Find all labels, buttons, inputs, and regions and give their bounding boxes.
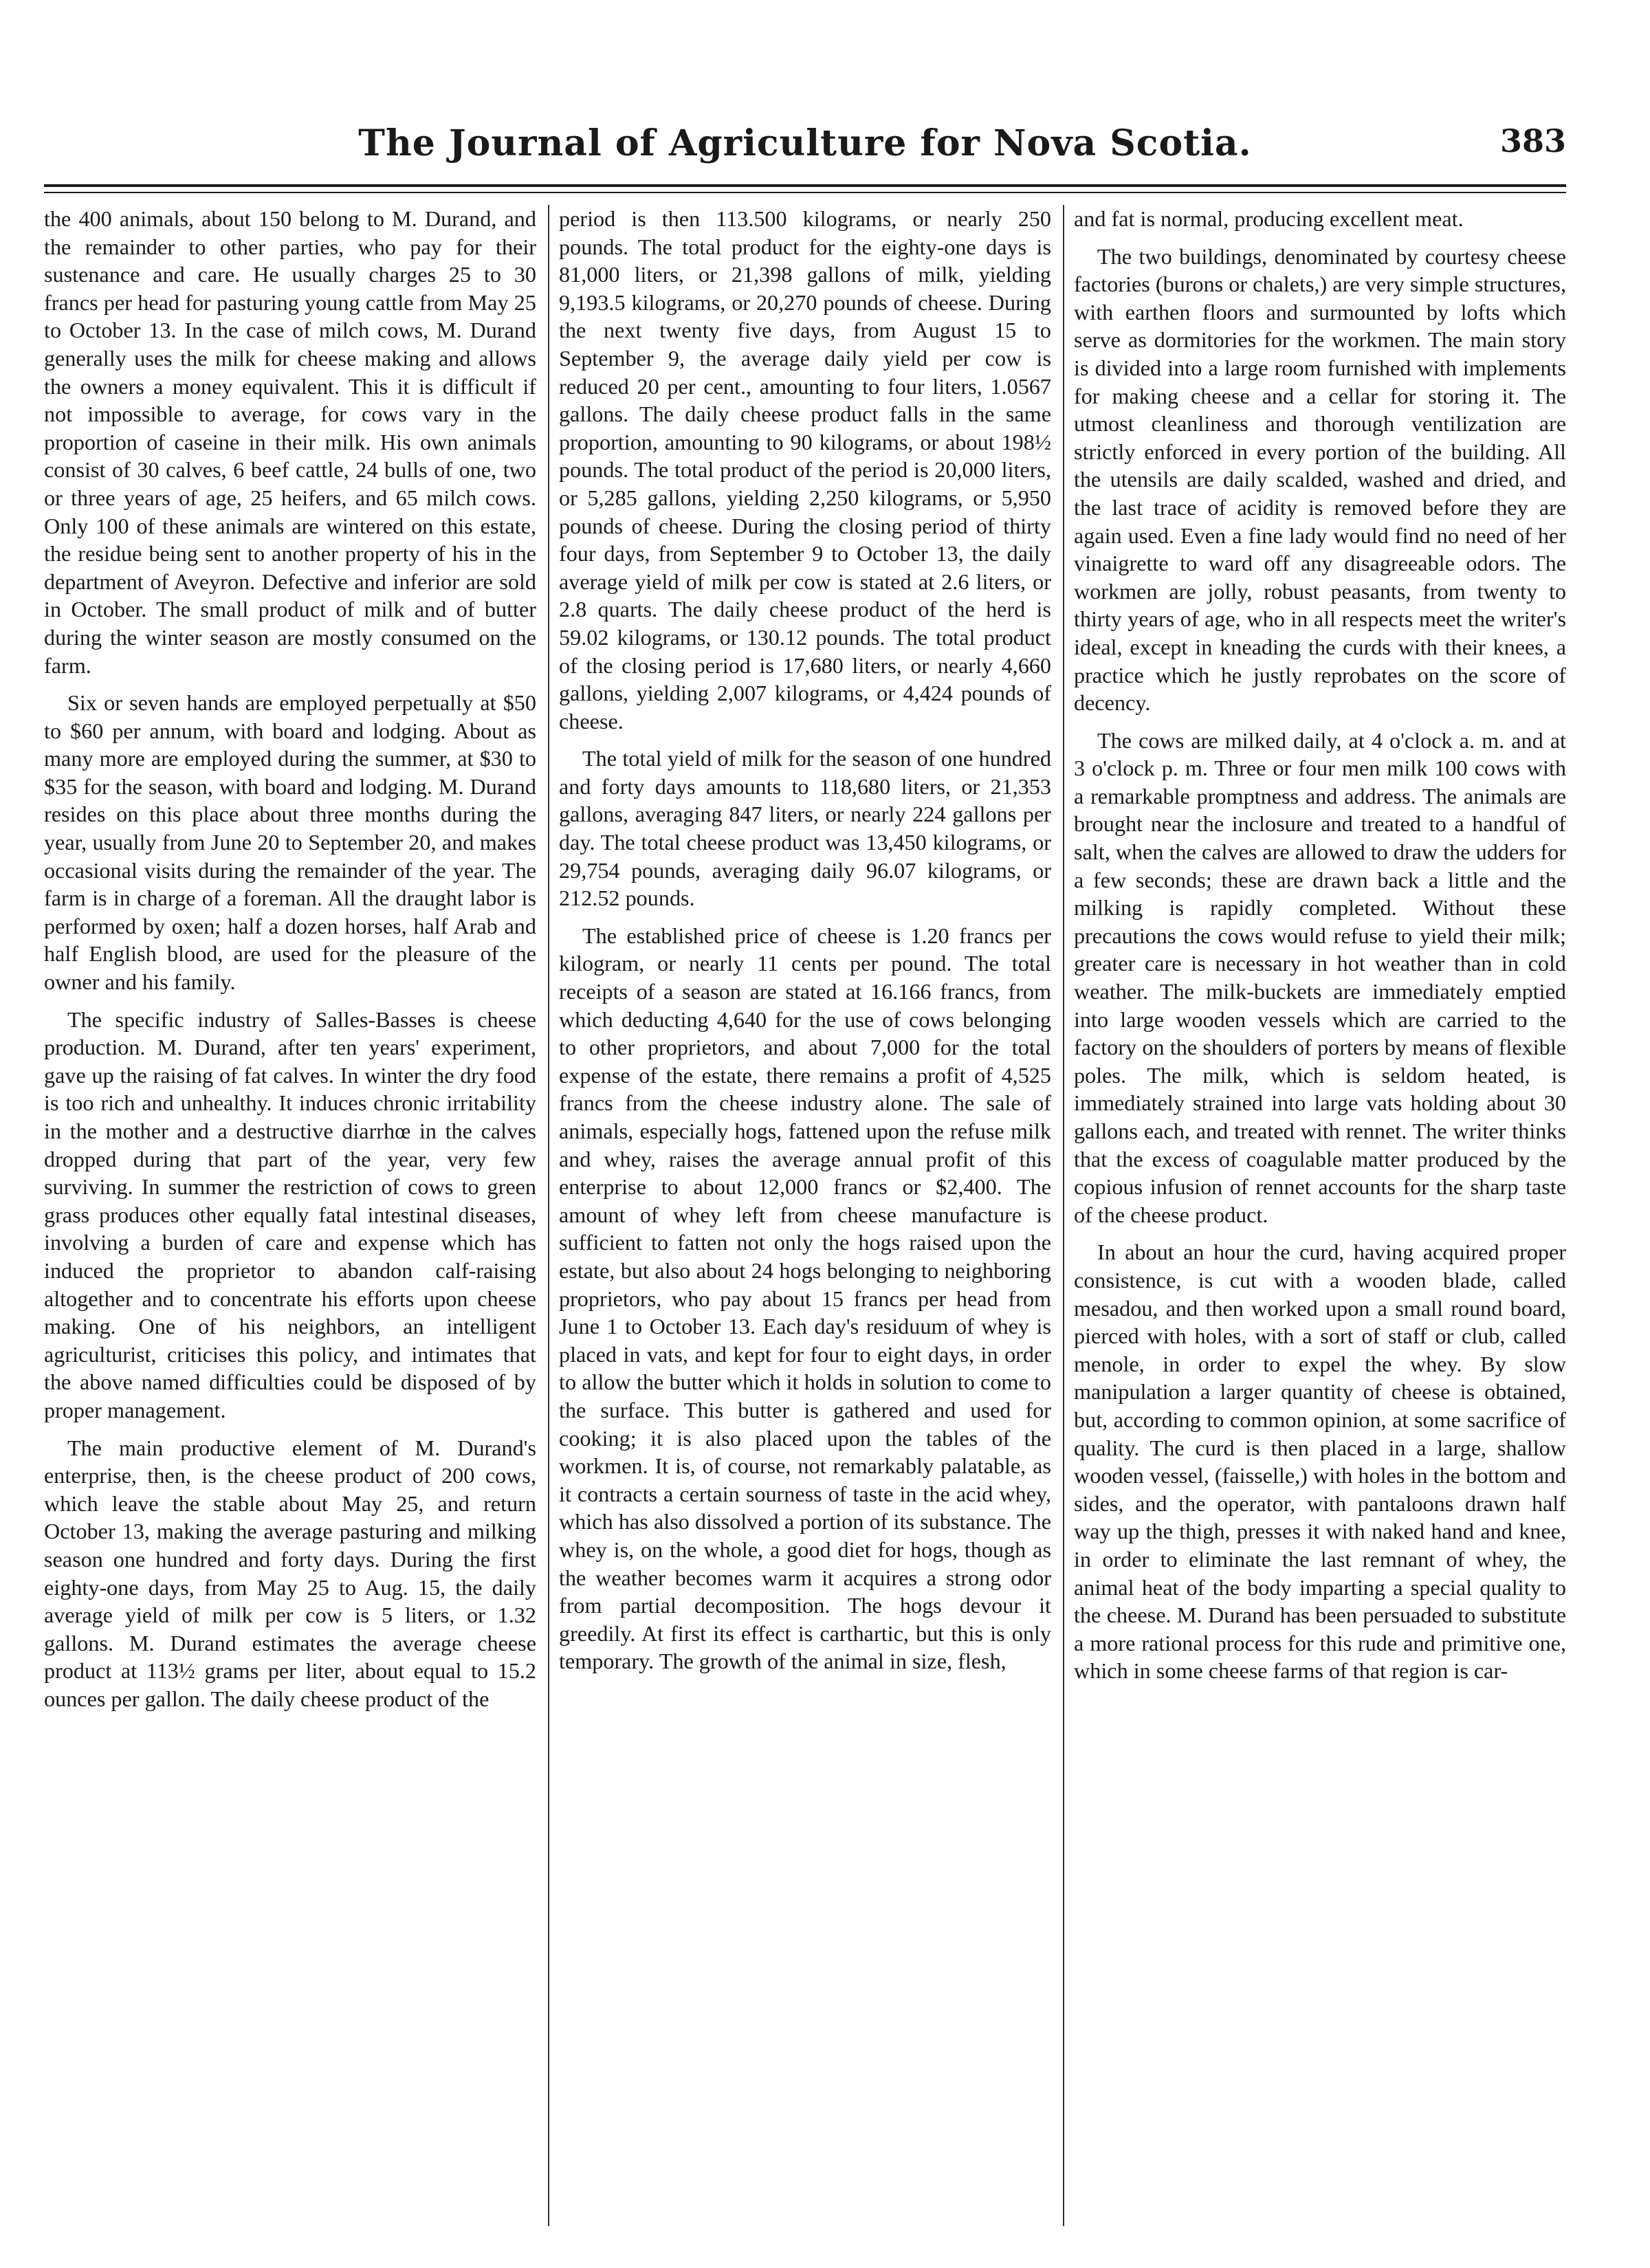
- page-header: [44, 118, 1566, 173]
- text-columns: [44, 205, 1566, 2226]
- paragraph: The specific industry of Salles-Basses is cheese production. M. Durand, after ten years' experiment, gave up the raising of fat calves. In winter the dry food is too rich and unhealthy. It induces chronic irritability in the mother and a destructive diarrhœ in the calves dropped during that part of the year, very few surviving. In summer the restriction of cows to green grass produces other equally fatal intestinal diseases, involving a burden of care and expense which has induced the proprietor to abandon calf-raising altogether and to concentrate his efforts upon cheese making. One of his neighbors, an intelligent agriculturist, criticises this policy, and intimates that the above named difficulties could be disposed of by proper management.: [44, 1006, 536, 1422]
- column-3: [1074, 205, 1566, 2226]
- column-2: [559, 205, 1051, 2226]
- paragraph: period is then 113.500 kilograms, or nearly 250 pounds. The total product for the eighty-one days is 81,000 liters, or 21,398 gallons of milk, yielding 9,193.5 kilograms, or 20,270 pounds of cheese. During the next twenty five days, from August 15 to September 9, the average daily yield per cow is reduced 20 per cent., amounting to four liters, 1.0567 gallons. The daily cheese product falls in the same proportion, amounting to 90 kilograms, or about 198½ pounds. The total product of the period is 20,000 liters, or 5,285 gallons, yielding 2,250 kilograms, or 5,950 pounds of cheese. During the closing period of thirty four days, from September 9 to October 13, the daily average yield of milk per cow is stated at 2.6 liters, or 2.8 quarts. The daily cheese product of the herd is 59.02 kilograms, or 130.12 pounds. The total product of the closing period is 17,680 liters, or nearly 4,660 gallons, yielding 2,007 kilograms, or 4,424 pounds of cheese.: [559, 206, 1051, 734]
- paragraph: The two buildings, denominated by courtesy cheese factories (burons or chalets,) are very simple structures, with earthen floors and surmounted by lofts which serve as dormitories for the workmen. The main story is divided into a large room furnished with implements for making cheese and a cellar for storing it. The utmost cleanliness and thorough ventilization are strictly enforced in every portion of the building. All the utensils are daily scalded, washed and dried, and the last trace of acidity is removed before they are again used. Even a fine lady would find no need of her vinaigrette to ward off any disagreeable odors. The workmen are jolly, robust peasants, from twenty to thirty years of age, who in all respects meet the writer's ideal, except in kneading the curds with their knees, a practice which he justly reprobates on the score of decency.: [1074, 243, 1566, 716]
- paragraph: and fat is normal, producing excellent meat.: [1074, 206, 1464, 231]
- header-rule-thick: [44, 184, 1566, 187]
- page-number: 383: [1499, 122, 1566, 159]
- journal-title: The Journal of Agriculture for Nova Scotia.: [358, 122, 1252, 164]
- paragraph: The total yield of milk for the season of one hundred and forty days amounts to 118,680 liters, or 21,353 gallons, averaging 847 liters, or nearly 224 gallons per day. The total cheese product was 13,450 kilograms, or 29,754 pounds, averaging daily 96.07 kilograms, or 212.52 pounds.: [559, 746, 1051, 911]
- paragraph: the 400 animals, about 150 belong to M. Durand, and the remainder to other parties, who pay for their sustenance and care. He usually charges 25 to 30 francs per head for pasturing young cattle from May 25 to October 13. In the case of milch cows, M. Durand generally uses the milk for cheese making and allows the owners a money equivalent. This it is difficult if not impossible to average, for cows vary in the proportion of caseine in their milk. His own animals consist of 30 calves, 6 beef cattle, 24 bulls of one, two or three years of age, 25 heifers, and 65 milch cows. Only 100 of these animals are wintered on this estate, the residue being sent to another property of his in the department of Aveyron. Defective and inferior are sold in October. The small product of milk and of butter during the winter season are mostly consumed on the farm.: [44, 206, 536, 678]
- paragraph: The main productive element of M. Durand's enterprise, then, is the cheese product of 200 cows, which leave the stable about May 25, and return October 13, making the average pasturing and milking season one hundred and forty days. During the first eighty-one days, from May 25 to Aug. 15, the daily average yield of milk per cow is 5 liters, or 1.32 gallons. M. Durand estimates the average cheese product at 113½ grams per liter, about equal to 15.2 ounces per gallon. The daily cheese product of the: [44, 1435, 536, 1711]
- header-rule-thin: [44, 192, 1566, 193]
- paragraph: The established price of cheese is 1.20 francs per kilogram, or nearly 11 cents per pound. The total receipts of a season are stated at 16.166 francs, from which deducting 4,640 for the use of cows belonging to other proprietors, and about 7,000 for the total expense of the estate, there remains a profit of 4,525 francs from the cheese industry alone. The sale of animals, especially hogs, fattened upon the refuse milk and whey, raises the average annual profit of this enterprise to about 12,000 francs or $2,400. The amount of whey left from cheese manufacture is sufficient to fatten not only the hogs raised upon the estate, but also about 24 hogs belonging to neighboring proprietors, who pay about 15 francs per head from June 1 to October 13. Each day's residuum of whey is placed in vats, and kept for four to eight days, in order to allow the butter which it holds in solution to come to the surface. This butter is gathered and used for cooking; it is also placed upon the tables of the workmen. It is, of course, not remarkably palatable, as it contracts a certain sourness of taste in the acid whey, which has also dissolved a portion of its substance. The whey is, on the whole, a good diet for hogs, though as the weather becomes warm it acquires a strong odor from partial decomposition. The hogs devour it greedily. At first its effect is carthartic, but this is only temporary. The growth of the animal in size, flesh,: [559, 923, 1051, 1674]
- column-1: [44, 205, 536, 2226]
- column-divider: [548, 205, 549, 2226]
- column-divider: [1063, 205, 1064, 2226]
- paragraph: Six or seven hands are employed perpetually at $50 to $60 per annum, with board and lodging. About as many more are employed during the summer, at $30 to $35 for the season, with board and lodging. M. Durand resides on this place about three months during the year, usually from June 20 to September 20, and makes occasional visits during the remainder of the year. The farm is in charge of a foreman. All the draught labor is performed by oxen; half a dozen horses, half Arab and half English blood, are used for the pleasure of the owner and his family.: [44, 690, 536, 995]
- paragraph: The cows are milked daily, at 4 o'clock a. m. and at 3 o'clock p. m. Three or four men milk 100 cows with a remarkable promptness and address. The animals are brought near the inclosure and treated to a handful of salt, when the calves are allowed to draw the udders for a few seconds; these are drawn back a little and the milking is rapidly completed. Without these precautions the cows would refuse to yield their milk; greater care is necessary in hot weather than in cold weather. The milk-buckets are immediately emptied into large wooden vessels which are carried to the factory on the shoulders of porters by means of flexible poles. The milk, which is seldom heated, is immediately strained into large vats holding about 30 gallons each, and treated with rennet. The writer thinks that the excess of coagulable matter produced by the copious infusion of rennet accounts for the sharp taste of the cheese product.: [1074, 727, 1566, 1227]
- paragraph: In about an hour the curd, having acquired proper consistence, is cut with a wooden blade, called mesadou, and then worked upon a small round board, pierced with holes, with a sort of staff or club, called menole, in order to expel the whey. By slow manipulation a larger quantity of cheese is obtained, but, according to common opinion, at some sacrifice of quality. The curd is then placed in a large, shallow wooden vessel, (faisselle,) with holes in the bottom and sides, and the operator, with pantaloons drawn half way up the thigh, presses it with naked hand and knee, in order to eliminate the last remnant of whey, the animal heat of the body imparting a special quality to the cheese. M. Durand has been persuaded to substitute a more rational process for this rude and primitive one, which in some cheese farms of that region is car-: [1074, 1240, 1566, 1684]
